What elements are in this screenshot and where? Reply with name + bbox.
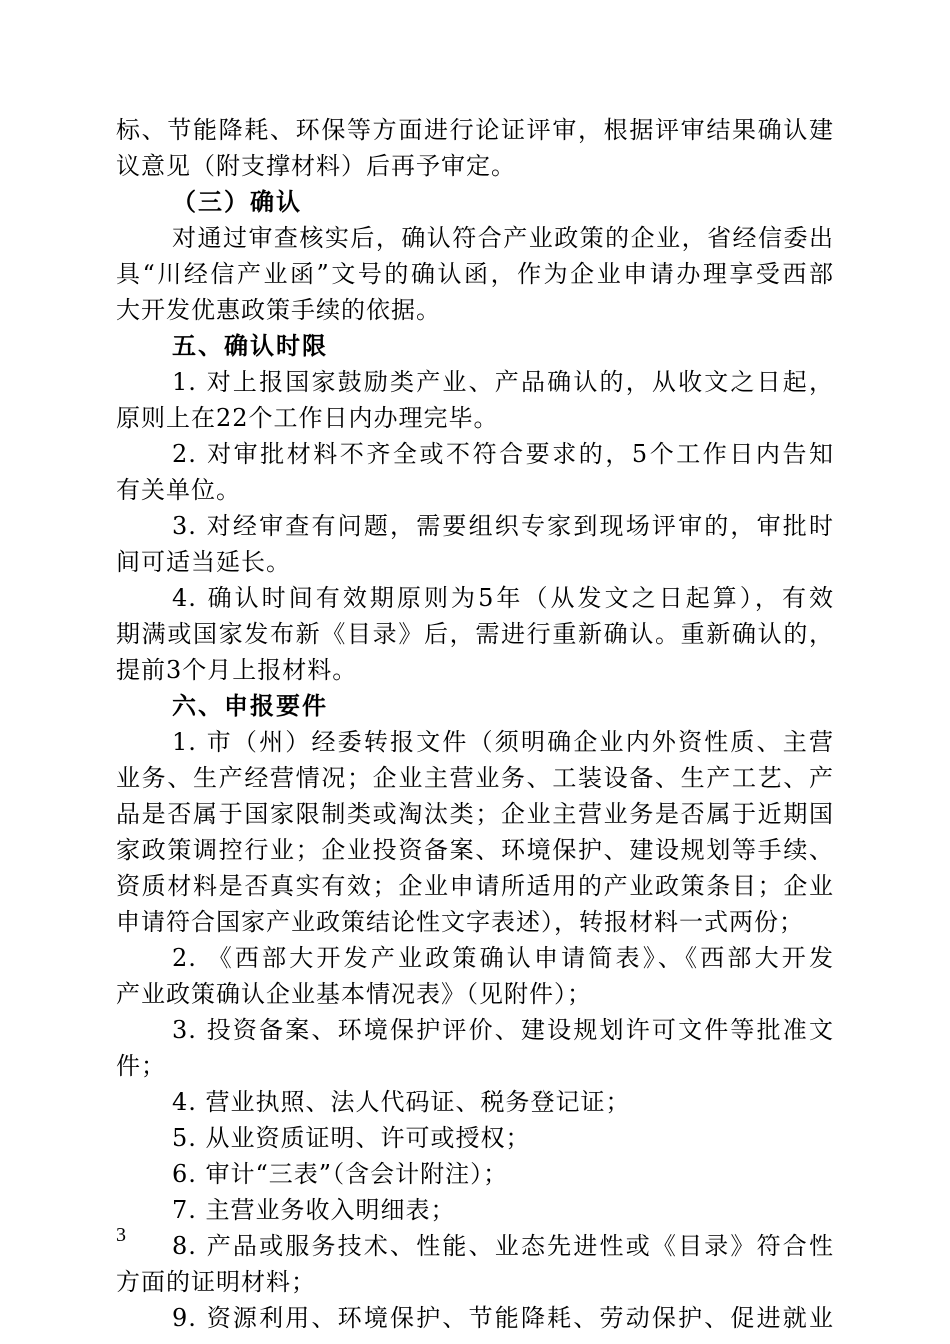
text-line: 议意见（附支撑材料）后再予审定。: [116, 152, 516, 180]
text-line: 4. 营业执照、法人代码证、税务登记证；: [172, 1088, 631, 1116]
text-line: 产业政策确认企业基本情况表》（见附件）；: [116, 980, 592, 1008]
text-line: 原则上在22个工作日内办理完毕。: [116, 404, 499, 432]
text-line: 1. 对上报国家鼓励类产业、产品确认的，从收文之日起，: [172, 368, 834, 396]
text-line: 1. 市（州）经委转报文件（须明确企业内外资性质、主营: [172, 728, 834, 756]
text-line: 大开发优惠政策手续的依据。: [116, 296, 441, 324]
text-line: 3. 投资备案、环境保护评价、建设规划许可文件等批准文: [172, 1016, 834, 1044]
text-line: 9. 资源利用、环境保护、节能降耗、劳动保护、促进就业: [172, 1304, 834, 1332]
text-line: 6. 审计“三表”（含会计附注）；: [172, 1160, 509, 1188]
text-line: 有关单位。: [116, 476, 241, 504]
section-heading: （三）确认: [172, 188, 302, 216]
text-line: 件；: [116, 1052, 166, 1080]
text-line: 提前3个月上报材料。: [116, 656, 358, 684]
text-line: 资质材料是否真实有效；企业申请所适用的产业政策条目；企业: [116, 872, 834, 900]
document-body: [116, 112, 834, 1336]
text-line: 间可适当延长。: [116, 548, 291, 576]
text-line: 3. 对经审查有问题，需要组织专家到现场评审的，审批时: [172, 512, 834, 540]
text-line: 标、节能降耗、环保等方面进行论证评审，根据评审结果确认建: [116, 116, 834, 144]
text-line: 7. 主营业务收入明细表；: [172, 1196, 456, 1224]
text-line: 2. 《西部大开发产业政策确认申请简表》、《西部大开发: [172, 944, 834, 972]
text-line: 期满或国家发布新《目录》后，需进行重新确认。重新确认的，: [116, 620, 834, 648]
text-line: 方面的证明材料；: [116, 1268, 316, 1296]
text-line: 申请符合国家产业政策结论性文字表述），转报材料一式两份；: [116, 908, 804, 936]
text-line: 2. 对审批材料不齐全或不符合要求的，5个工作日内告知: [172, 440, 834, 468]
text-line: 4. 确认时间有效期原则为5年（从发文之日起算），有效: [172, 584, 834, 612]
text-line: 对通过审查核实后，确认符合产业政策的企业，省经信委出: [172, 224, 834, 252]
text-line: 业务、生产经营情况；企业主营业务、工装设备、生产工艺、产: [116, 764, 834, 792]
text-line: 5. 从业资质证明、许可或授权；: [172, 1124, 531, 1152]
section-heading: 五、确认时限: [172, 332, 328, 360]
text-line: 品是否属于国家限制类或淘汰类；企业主营业务是否属于近期国: [116, 800, 834, 828]
section-heading: 六、申报要件: [172, 692, 328, 720]
page-number: 3: [116, 1224, 126, 1246]
text-line: 家政策调控行业；企业投资备案、环境保护、建设规划等手续、: [116, 836, 834, 864]
text-line: 8. 产品或服务技术、性能、业态先进性或《目录》符合性: [172, 1232, 834, 1260]
text-line: 具“川经信产业函”文号的确认函，作为企业申请办理享受西部: [116, 260, 834, 288]
